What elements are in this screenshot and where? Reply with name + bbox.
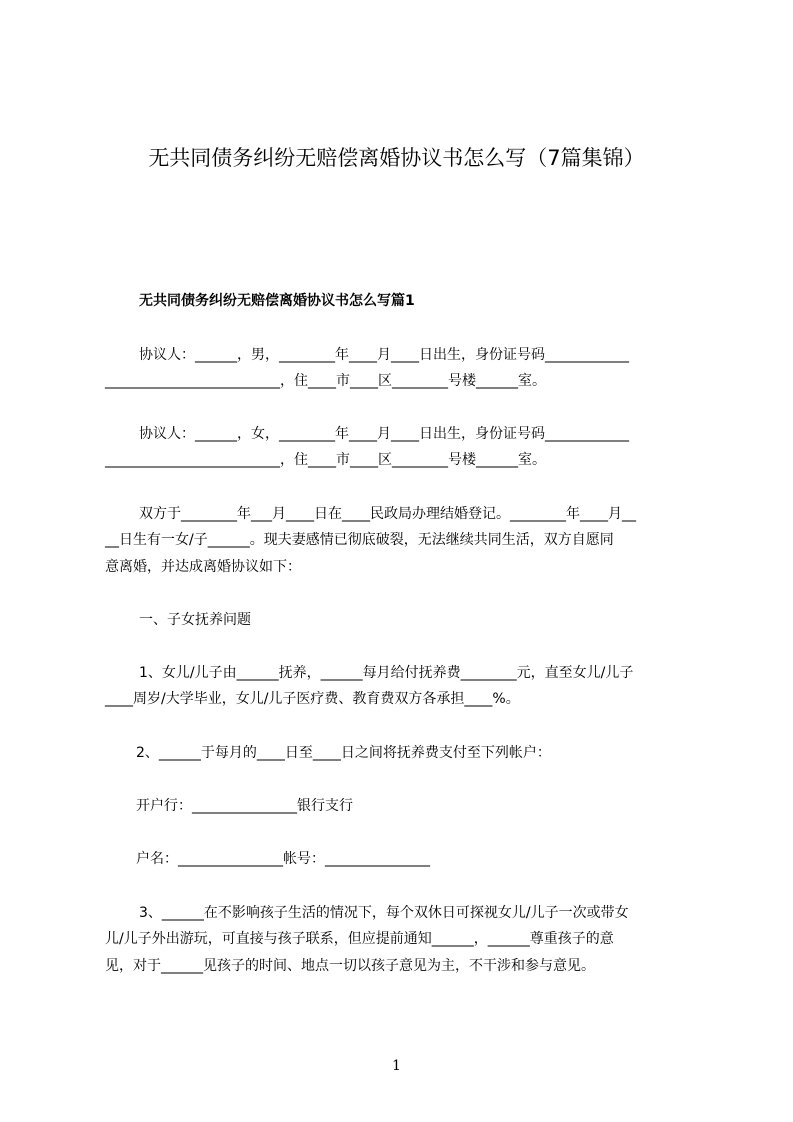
party2-line1: 协议人：______，女，________年____月____日出生，身份证号码____________ — [139, 426, 629, 442]
child-heading: 一、子女抚养问题 — [139, 612, 251, 628]
page-number: 1 — [392, 1058, 401, 1074]
account-line: 户名：_______________帐号：_______________ — [136, 851, 430, 867]
section-heading: 无共同债务纠纷无赔偿离婚协议书怎么写篇1 — [139, 293, 415, 309]
item3-line3: 见，对于______见孩子的时间、地点一切以孩子意见为主，不干涉和参与意见。 — [105, 958, 595, 974]
party2-line2: _________________________，住____市____区________号楼______室。 — [105, 452, 546, 468]
item2-line: 2、______于每月的____日至____日之间将抚养费支付至下列帐户： — [136, 745, 551, 761]
marriage-line2: __日生有一女/子______。现夫妻感情已彻底破裂，无法继续共同生活，双方自愿同 — [105, 532, 614, 548]
bank-line: 开户行：_______________银行支行 — [136, 798, 353, 814]
marriage-line3: 意离婚，并达成离婚协议如下： — [105, 559, 301, 575]
item1-line1: 1、女儿/儿子由______抚养，______每月给付抚养费________元，直至女儿/儿子 — [139, 665, 634, 681]
item3-line2: 儿/儿子外出游玩，可直接与孩子联系，但应提前通知______，______尊重孩子的意 — [105, 931, 614, 947]
marriage-line1: 双方于________年___月____日在____民政局办理结婚登记。________年____月__ — [139, 506, 636, 522]
item1-line2: ____周岁/大学毕业，女儿/儿子医疗费、教育费双方各承担____%。 — [105, 691, 520, 707]
item3-line1: 3、______在不影响孩子生活的情况下，每个双休日可探视女儿/儿子一次或带女 — [139, 905, 629, 921]
party1-line2: _________________________，住____市____区________号楼______室。 — [105, 373, 546, 389]
document-title: 无共同债务纠纷无赔偿离婚协议书怎么写（7篇集锦） — [148, 146, 645, 170]
party1-line1: 协议人：______，男，________年____月____日出生，身份证号码____________ — [139, 347, 629, 363]
